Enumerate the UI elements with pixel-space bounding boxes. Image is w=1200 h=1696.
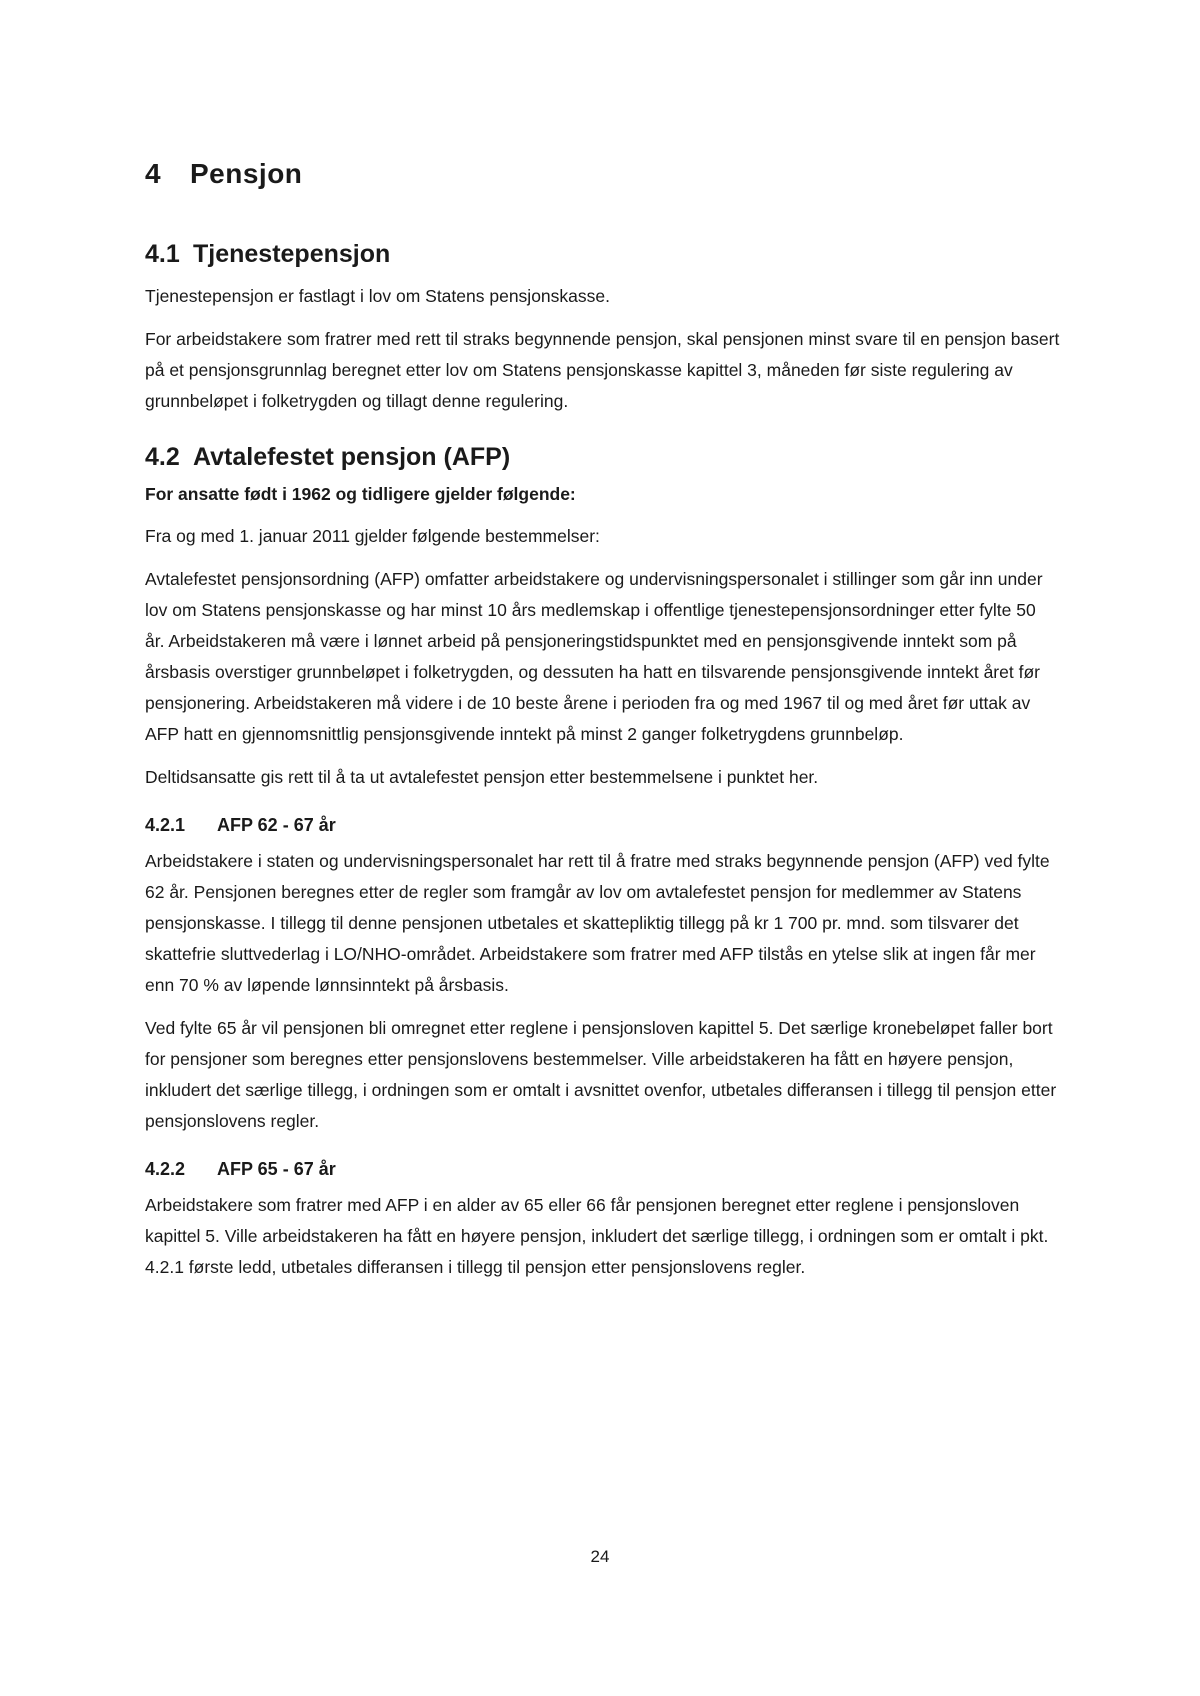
chapter-heading (145, 158, 1060, 190)
spacer (145, 429, 1060, 443)
subsection-number: 4.2.2 (145, 1159, 186, 1179)
section-number: 4.2 (145, 443, 180, 471)
paragraph: Fra og med 1. januar 2011 gjelder følgende bestemmelser: (145, 526, 600, 546)
section-number: 4.1 (145, 240, 180, 268)
paragraph: Ved fylte 65 år vil pensjonen bli omregnet etter reglene i pensjonsloven kapittel 5. Det særlige kronebeløpet faller bort for pensjoner som beregnes etter pensjonslovens bestemmelser. Ville arbeidstakeren ha fått en høyere pensjon, inkludert det særlige tillegg, i ordningen som er omtalt i avsnittet ovenfor, utbetales differansen i tillegg til pensjon etter pensjonslovens regler. (145, 1018, 1057, 1131)
subsection-heading-4-2-2 (145, 1159, 1060, 1180)
paragraph: Tjenestepensjon er fastlagt i lov om Statens pensjonskasse. (145, 286, 610, 306)
paragraph: For arbeidstakere som fratrer med rett til straks begynnende pensjon, skal pensjonen minst svare til en pensjon basert på et pensjonsgrunnlag beregnet etter lov om Statens pensjonskasse kapittel 3, måneden før siste regulering av grunnbeløpet i folketrygden og tillagt denne regulering. (145, 329, 1060, 411)
subsection-title: AFP 65 - 67 år (217, 1159, 336, 1179)
subsection-title: AFP 62 - 67 år (217, 815, 336, 835)
paragraph: Avtalefestet pensjonsordning (AFP) omfatter arbeidstakere og undervisningspersonalet i stillinger som går inn under lov om Statens pensjonskasse og har minst 10 års medlemskap i offentlige tjenestepensjonsordninger etter fylte 50 år. Arbeidstakeren må være i lønnet arbeid på pensjoneringstidspunktet med en pensjonsgivende inntekt som på årsbasis overstiger grunnbeløpet i folketrygden, og dessuten ha hatt en tilsvarende pensjonsgivende inntekt året før pensjonering. Arbeidstakeren må videre i de 10 beste årene i perioden fra og med 1967 til og med året før uttak av AFP hatt en gjennomsnittlig pensjonsgivende inntekt på minst 2 ganger folketrygdens grunnbeløp. (145, 569, 1043, 744)
paragraph: Deltidsansatte gis rett til å ta ut avtalefestet pensjon etter bestemmelsene i punktet her. (145, 767, 819, 787)
chapter-title: Pensjon (190, 158, 303, 189)
paragraph: Arbeidstakere som fratrer med AFP i en alder av 65 eller 66 får pensjonen beregnet etter reglene i pensjonsloven kapittel 5. Ville arbeidstakeren ha fått en høyere pensjon, inkludert det særlige tillegg, i ordningen som er omtalt i pkt. 4.2.1 første ledd, utbetales differansen i tillegg til pensjon etter pensjonslovens regler. (145, 1195, 1049, 1277)
page-number: 24 (590, 1547, 610, 1566)
bold-lead-text: For ansatte født i 1962 og tidligere gjelder følgende: (145, 484, 576, 504)
subsection-heading-4-2-1 (145, 815, 1060, 836)
page-content (145, 158, 1060, 1295)
spacer (145, 805, 1060, 815)
subsection-number: 4.2.1 (145, 815, 186, 835)
spacer (145, 1149, 1060, 1159)
paragraph: Arbeidstakere i staten og undervisningspersonalet har rett til å fratre med straks begynnende pensjon (AFP) ved fylte 62 år. Pensjonen beregnes etter de regler som framgår av lov om avtalefestet pensjon for medlemmer av Statens pensjonskasse. I tillegg til denne pensjonen utbetales et skattepliktig tillegg på kr 1 700 pr. mnd. som tilsvarer det skattefrie sluttvederlag i LO/NHO-området. Arbeidstakere som fratrer med AFP tilstås en ytelse slik at ingen får mer enn 70 % av løpende lønnsinntekt på årsbasis. (145, 851, 1050, 995)
section-title: Tjenestepensjon (193, 240, 391, 268)
section-heading-4-2 (145, 443, 1060, 472)
section-heading-4-1 (145, 240, 1060, 269)
section-title: Avtalefestet pensjon (AFP) (193, 443, 511, 471)
chapter-number: 4 (145, 158, 162, 189)
